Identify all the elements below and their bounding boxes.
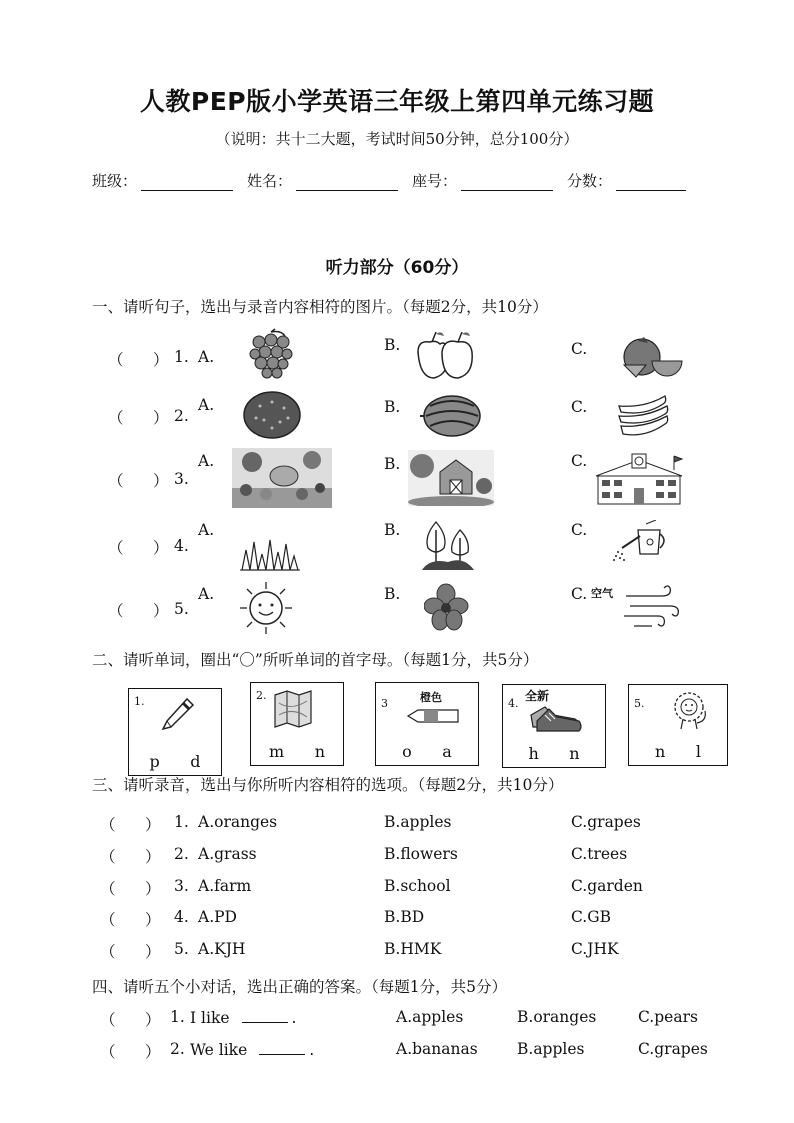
question-number: 2. <box>174 407 189 425</box>
flower-icon[interactable] <box>424 582 470 634</box>
box-number: 4. <box>508 697 519 710</box>
question-number: 1. <box>170 1008 185 1026</box>
answer-paren[interactable]: （ ） <box>100 816 161 834</box>
option-a[interactable]: A.oranges <box>198 813 278 831</box>
letter-box-4 <box>502 684 606 768</box>
oranges-slices-icon[interactable] <box>618 335 684 379</box>
option-c-label: C. <box>571 398 588 416</box>
option-b[interactable]: B.apples <box>384 813 452 831</box>
part4-title: 四、请听五个小对话，选出正确的答案。（每题1分，共5分） <box>92 978 507 996</box>
option-c[interactable]: C.JHK <box>571 940 619 958</box>
option-a[interactable]: A.apples <box>396 1008 464 1026</box>
question-number: 3. <box>174 877 189 895</box>
option-c[interactable]: C.trees <box>571 845 628 863</box>
exam-note: （说明：共十二大题，考试时间50分钟，总分100分） <box>215 130 579 148</box>
farm-scene-icon[interactable] <box>408 450 494 506</box>
letter-options[interactable]: m n <box>269 742 325 761</box>
answer-paren[interactable]: （ ） <box>100 943 161 961</box>
question-number: 5. <box>174 600 189 618</box>
student-info-line <box>92 170 686 191</box>
option-c-label: C. <box>571 521 588 539</box>
seat-field[interactable] <box>461 176 553 191</box>
option-a[interactable]: A.bananas <box>396 1040 478 1058</box>
answer-paren[interactable]: （ ） <box>100 880 161 898</box>
option-b-label: B. <box>384 521 401 539</box>
option-a-label: A. <box>198 348 215 366</box>
answer-paren[interactable]: （ ） <box>100 848 161 866</box>
option-c-label: C. <box>571 340 588 358</box>
apples-icon[interactable] <box>412 330 476 382</box>
wind-icon[interactable] <box>622 584 682 634</box>
option-a-label: A. <box>198 396 215 414</box>
seat-label: 座号： <box>412 172 458 190</box>
question-number: 3. <box>174 470 189 488</box>
option-a[interactable]: A.farm <box>198 877 252 895</box>
answer-paren[interactable]: （ ） <box>100 911 161 929</box>
page-title: 人教PEP版小学英语三年级上第四单元练习题 <box>139 87 655 116</box>
option-c[interactable]: C.GB <box>571 908 612 926</box>
option-a[interactable]: A.KJH <box>198 940 246 958</box>
letter-options[interactable]: n l <box>655 742 701 761</box>
letter-box-3 <box>375 682 479 766</box>
option-c-label: C. <box>571 585 588 603</box>
school-building-icon[interactable] <box>594 450 684 506</box>
letter-options[interactable]: h n <box>528 744 580 763</box>
trees-icon[interactable] <box>420 518 476 574</box>
option-a[interactable]: A.PD <box>198 908 237 926</box>
pen-icon <box>157 695 197 733</box>
answer-paren[interactable]: （ ） <box>108 602 169 620</box>
question-stem: I like . <box>190 1009 297 1027</box>
name-field[interactable] <box>296 176 398 191</box>
bananas-icon[interactable] <box>615 394 671 438</box>
option-b[interactable]: B.school <box>384 877 451 895</box>
option-a-label: A. <box>198 585 215 603</box>
option-a-label: A. <box>198 452 215 470</box>
question-number: 5. <box>174 940 189 958</box>
option-c[interactable]: C.pears <box>638 1008 698 1026</box>
grapes-icon[interactable] <box>245 328 297 380</box>
box-number: 5. <box>634 697 645 710</box>
map-icon <box>273 689 313 729</box>
option-b[interactable]: B.apples <box>517 1040 585 1058</box>
letter-box-2 <box>250 682 344 766</box>
question-number: 4. <box>174 908 189 926</box>
answer-paren[interactable]: （ ） <box>108 539 169 557</box>
sun-icon[interactable] <box>238 580 294 636</box>
option-b-label: B. <box>384 455 401 473</box>
score-field[interactable] <box>616 176 686 191</box>
option-a-label: A. <box>198 521 215 539</box>
option-c-label: C. <box>571 452 588 470</box>
part3-title: 三、请听录音，选出与你所听内容相符的选项。（每题2分，共10分） <box>92 776 564 794</box>
answer-paren[interactable]: （ ） <box>108 472 169 490</box>
class-field[interactable] <box>141 176 233 191</box>
watermelon-icon[interactable] <box>420 394 482 438</box>
answer-paren[interactable]: （ ） <box>100 1011 161 1029</box>
box-number: 1. <box>134 695 145 708</box>
score-label: 分数： <box>567 172 613 190</box>
letter-options[interactable]: o a <box>402 742 452 761</box>
air-caption: 空气 <box>591 587 613 600</box>
option-a[interactable]: A.grass <box>198 845 257 863</box>
answer-paren[interactable]: （ ） <box>100 1043 161 1061</box>
new-caption: 全新 <box>525 689 550 703</box>
listening-section-title: 听力部分（60分） <box>325 258 469 278</box>
question-number: 4. <box>174 537 189 555</box>
option-b[interactable]: B.BD <box>384 908 425 926</box>
question-number: 1. <box>174 813 189 831</box>
answer-paren[interactable]: （ ） <box>108 351 169 369</box>
option-b-label: B. <box>384 398 401 416</box>
option-b[interactable]: B.HMK <box>384 940 442 958</box>
box-number: 3 <box>381 697 388 710</box>
option-c[interactable]: C.grapes <box>638 1040 708 1058</box>
shoes-icon <box>527 701 583 733</box>
orange-color-caption: 橙色 <box>420 691 442 704</box>
answer-blank[interactable] <box>242 1008 288 1023</box>
option-b[interactable]: B.oranges <box>517 1008 597 1026</box>
option-b-label: B. <box>384 336 401 354</box>
answer-paren[interactable]: （ ） <box>108 409 169 427</box>
part1-title: 一、请听句子，选出与录音内容相符的图片。（每题2分，共10分） <box>92 298 548 316</box>
letter-box-5 <box>628 684 728 766</box>
zoo-scene-icon[interactable] <box>232 448 332 508</box>
question-number: 1. <box>174 348 189 366</box>
orange-icon[interactable] <box>242 390 302 440</box>
question-number: 2. <box>174 845 189 863</box>
letter-box-1 <box>128 688 222 776</box>
name-label: 姓名： <box>247 172 293 190</box>
box-number: 2. <box>256 689 267 702</box>
grass-icon[interactable] <box>240 536 300 572</box>
option-b[interactable]: B.flowers <box>384 845 458 863</box>
part2-title: 二、请听单词，圈出“〇”所听单词的首字母。（每题1分，共5分） <box>92 651 539 669</box>
answer-blank[interactable] <box>259 1040 305 1055</box>
class-label: 班级： <box>92 172 138 190</box>
lion-icon <box>669 691 711 731</box>
option-c[interactable]: C.garden <box>571 877 643 895</box>
watering-can-icon[interactable] <box>612 520 668 564</box>
option-c[interactable]: C.grapes <box>571 813 641 831</box>
question-number: 2. <box>170 1040 185 1058</box>
question-stem: We like . <box>190 1041 315 1059</box>
letter-options[interactable]: p d <box>149 752 201 771</box>
option-b-label: B. <box>384 585 401 603</box>
crayon-icon <box>404 707 464 725</box>
